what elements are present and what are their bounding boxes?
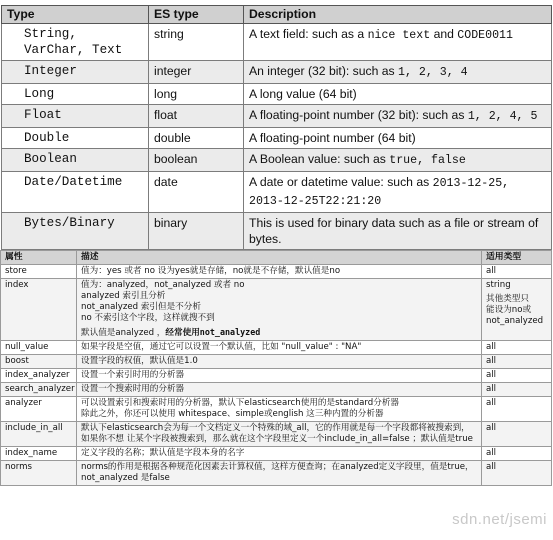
type-name: Date/Datetime — [24, 175, 123, 189]
type-name: VarChar, Text — [24, 43, 123, 57]
column-header-type: Type — [2, 6, 149, 24]
attribute-cell: include_in_all — [1, 422, 77, 447]
description-line: 可以设置索引和搜索时用的分析器，默认下elasticsearch使用的是standard分析器 — [81, 398, 400, 408]
table-row — [2, 61, 552, 84]
attribute-cell: index — [1, 279, 77, 341]
table-row — [1, 447, 552, 461]
applies-to-line: 能设为no或 — [486, 305, 532, 315]
code-example: 2013-12-25, 2013-12-25T22:21:20 — [249, 177, 510, 208]
column-header-applicable-type: 适用类型 — [482, 251, 552, 265]
description-line: no 不索引这个字段，这样就搜不到 — [81, 313, 215, 323]
table-row — [1, 422, 552, 447]
description-cell — [77, 265, 482, 279]
table-row — [1, 397, 552, 422]
applies-to-line: all — [486, 448, 497, 458]
es-type-cell: float — [149, 105, 244, 128]
es-type-cell: boolean — [149, 149, 244, 172]
type-cell — [2, 213, 149, 250]
description-cell — [244, 61, 552, 84]
description-cell — [244, 213, 552, 250]
es-type-cell: long — [149, 84, 244, 105]
default-note — [81, 327, 477, 339]
description-line: 如果字段是空值，通过它可以设置一个默认值，比如 "null_value" : "NA" — [81, 342, 362, 352]
table-row — [1, 265, 552, 279]
applies-to-line: all — [486, 384, 497, 394]
attribute-cell: norms — [1, 461, 77, 486]
description-text: A text field: such as a — [249, 27, 368, 41]
type-cell — [2, 149, 149, 172]
description-cell — [77, 279, 482, 341]
description-cell — [244, 105, 552, 128]
applies-to-line: all — [486, 342, 497, 352]
table-row — [2, 149, 552, 172]
attribute-cell: null_value — [1, 341, 77, 355]
applies-to-cell — [482, 279, 552, 341]
table-row — [2, 213, 552, 250]
type-name: Boolean — [24, 152, 77, 166]
description-line: 设置字段的权值，默认值是1.0 — [81, 356, 198, 366]
description-cell — [244, 128, 552, 149]
es-type-cell: integer — [149, 61, 244, 84]
description-text: A date or datetime value: such as — [249, 175, 433, 189]
table-row — [2, 105, 552, 128]
field-properties-table — [0, 250, 552, 486]
applies-to-line: all — [486, 370, 497, 380]
table-header-row — [1, 251, 552, 265]
applies-to-line: not_analyzed — [486, 316, 544, 326]
table-row — [2, 172, 552, 213]
description-line: not_analyzed 索引但是不分析 — [81, 302, 201, 312]
description-line: 除此之外，你还可以使用 whitespace、simple或english 这三种内置的分析器 — [81, 409, 384, 419]
description-text: A floating-point number (32 bit): such as — [249, 108, 468, 122]
description-cell — [77, 355, 482, 369]
type-name: Float — [24, 108, 62, 122]
table-row — [1, 461, 552, 486]
table-row — [2, 128, 552, 149]
attribute-cell: index_name — [1, 447, 77, 461]
code-example: nice text — [367, 29, 431, 42]
type-cell — [2, 24, 149, 61]
description-cell — [244, 24, 552, 61]
description-cell — [244, 149, 552, 172]
applies-to-cell — [482, 341, 552, 355]
applies-to-line: all — [486, 423, 497, 433]
attribute-cell: boost — [1, 355, 77, 369]
description-line: 值为：yes 或者 no 设为yes就是存储，no就是不存储，默认值是no — [81, 266, 341, 276]
type-name: Integer — [24, 64, 77, 78]
description-text: An integer (32 bit): such as — [249, 64, 399, 78]
type-cell — [2, 105, 149, 128]
table-row — [1, 341, 552, 355]
applies-to-line: all — [486, 398, 497, 408]
type-name: Bytes/Binary — [24, 216, 115, 230]
type-name: Long — [24, 87, 55, 101]
description-cell — [77, 383, 482, 397]
code-example: 1, 2, 3, 4 — [398, 66, 468, 79]
table-row — [2, 24, 552, 61]
applies-to-cell — [482, 369, 552, 383]
attribute-cell: analyzer — [1, 397, 77, 422]
applies-to-line: all — [486, 462, 497, 472]
description-text: This is used for binary data such as a file or stream of bytes. — [249, 216, 539, 246]
applies-to-line: all — [486, 266, 497, 276]
table-header-row — [2, 6, 552, 24]
column-header-description: 描述 — [77, 251, 482, 265]
type-name: Double — [24, 131, 70, 145]
description-cell — [77, 447, 482, 461]
es-type-cell: date — [149, 172, 244, 213]
es-type-cell: string — [149, 24, 244, 61]
description-text: A long value (64 bit) — [249, 87, 357, 101]
description-cell — [77, 461, 482, 486]
description-line: 设置一个搜索时用的分析器 — [81, 384, 185, 394]
column-header-description: Description — [244, 6, 552, 24]
type-name: String, — [24, 27, 77, 41]
column-header-es-type: ES type — [149, 6, 244, 24]
description-line: 默认下elasticsearch会为每一个文档定义一个特殊的域_all，它的作用就是每一个字段都将被搜索到， — [81, 423, 470, 433]
attribute-cell: store — [1, 265, 77, 279]
description-cell — [244, 172, 552, 213]
applies-to-cell — [482, 265, 552, 279]
es-type-mapping-table — [1, 5, 552, 250]
attribute-cell: search_analyzer — [1, 383, 77, 397]
column-header-attribute: 属性 — [1, 251, 77, 265]
applies-to-line: 其他类型只 — [486, 294, 529, 304]
common-usage-label: 经常使用 — [165, 328, 200, 338]
description-cell — [77, 369, 482, 383]
table-row — [1, 369, 552, 383]
code-example: CODE0011 — [457, 29, 513, 42]
description-cell — [77, 422, 482, 447]
code-example: true, false — [389, 154, 466, 167]
description-line: norms的作用是根据各种规范化因素去计算权值，这样方便查询；在analyzed定义字段里，值是true， — [81, 462, 474, 472]
description-line: analyzed 索引且分析 — [81, 291, 166, 301]
type-cell — [2, 172, 149, 213]
type-cell — [2, 128, 149, 149]
es-type-cell: double — [149, 128, 244, 149]
applies-to-line: all — [486, 356, 497, 366]
es-type-cell: binary — [149, 213, 244, 250]
applies-to-line: string — [486, 280, 511, 290]
applies-to-cell — [482, 461, 552, 486]
type-cell — [2, 84, 149, 105]
table-row — [1, 383, 552, 397]
description-cell — [77, 341, 482, 355]
description-line: 设置一个索引时用的分析器 — [81, 370, 185, 380]
code-example: 1, 2, 4, 5 — [467, 110, 538, 123]
common-usage-value: not_analyzed — [199, 327, 261, 337]
table-row — [1, 355, 552, 369]
table-row — [1, 279, 552, 341]
type-cell — [2, 61, 149, 84]
watermark: sdn.net/jsemi — [452, 511, 547, 528]
description-cell — [77, 397, 482, 422]
description-cell — [244, 84, 552, 105]
table-row — [2, 84, 552, 105]
applies-to-cell — [482, 383, 552, 397]
description-line: not_analyzed 是false — [81, 473, 170, 483]
applies-to-cell — [482, 355, 552, 369]
default-prefix: 默认值是analyzed ， — [81, 328, 166, 338]
applies-to-cell — [482, 422, 552, 447]
description-line: 值为：analyzed，not_analyzed 或者 no — [81, 280, 245, 290]
description-text: A Boolean value: such as — [249, 152, 390, 166]
applies-to-cell — [482, 447, 552, 461]
description-text: A floating-point number (64 bit) — [249, 131, 416, 145]
description-line: 定义字段的名称；默认值是字段本身的名字 — [81, 448, 245, 458]
description-line: 如果你不想 让某个字段被搜索到，那么就在这个字段里定义一个include_in_all=false ；默认值是true — [81, 434, 473, 444]
applies-to-cell — [482, 397, 552, 422]
attribute-cell: index_analyzer — [1, 369, 77, 383]
description-text: and — [430, 27, 458, 41]
